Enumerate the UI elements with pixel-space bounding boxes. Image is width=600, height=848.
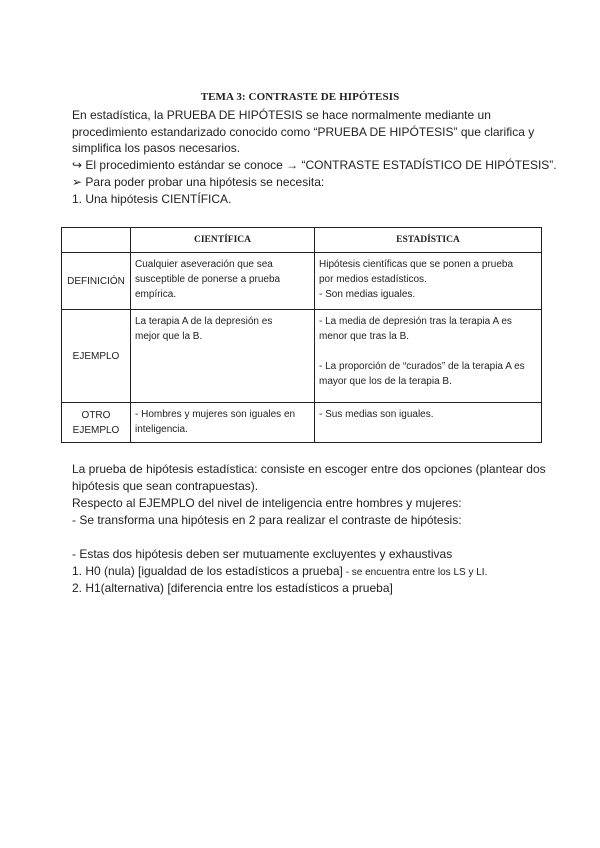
cell-line: mejor que la B. bbox=[135, 331, 203, 342]
cell-otro-estadistica bbox=[315, 403, 542, 443]
cell-definicion-cientifica bbox=[131, 253, 315, 310]
cell-otro-cientifica bbox=[131, 403, 315, 443]
row-label-otro-ejemplo: OTRO EJEMPLO bbox=[62, 403, 131, 443]
intro-line-5: ➢ Para poder probar una hipótesis se necesita: bbox=[72, 175, 325, 189]
cell-ejemplo-cientifica bbox=[131, 310, 315, 403]
cell-line: menor que tras la B. bbox=[319, 331, 410, 342]
cell-line: - Hombres y mujeres son iguales en bbox=[135, 409, 296, 420]
hypothesis-h1: 2. H1(alternativa) [diferencia entre los estadísticos a prueba] bbox=[72, 581, 393, 595]
paragraph-line-4: - Se transforma una hipótesis en 2 para realizar el contraste de hipótesis: bbox=[72, 513, 462, 527]
table-row-ejemplo bbox=[62, 310, 542, 403]
cell-line: - La media de depresión tras la terapia A es bbox=[319, 316, 512, 327]
table-header-empty bbox=[62, 228, 131, 253]
row-label-definicion: DEFINICIÓN bbox=[62, 253, 131, 310]
intro-line-1: En estadística, la PRUEBA DE HIPÓTESIS se hace normalmente mediante un bbox=[72, 108, 491, 122]
intro-line-2: procedimiento estandarizado conocido como “PRUEBA DE HIPÓTESIS” que clarifica y bbox=[72, 125, 535, 139]
intro-line-6: 1. Una hipótesis CIENTÍFICA. bbox=[72, 192, 232, 206]
document-title: TEMA 3: CONTRASTE DE HIPÓTESIS bbox=[200, 91, 400, 103]
intro-line-3: simplifica los pasos necesarios. bbox=[72, 141, 241, 155]
cell-line: empírica. bbox=[135, 289, 177, 300]
table-header-estadistica: ESTADÍSTICA bbox=[315, 228, 542, 253]
cell-line: inteligencia. bbox=[135, 424, 188, 435]
hypothesis-h0 bbox=[72, 563, 487, 581]
paragraph-line-1: La prueba de hipótesis estadística: consiste en escoger entre dos opciones (plantear dos bbox=[72, 462, 546, 476]
cell-line-blank bbox=[319, 344, 537, 359]
row-label-ejemplo: EJEMPLO bbox=[62, 310, 131, 403]
cell-line: - Son medias iguales. bbox=[319, 289, 416, 300]
cell-line: susceptible de ponerse a prueba bbox=[135, 274, 281, 285]
comparison-table bbox=[61, 227, 542, 443]
cell-line: mayor que los de la terapia B. bbox=[319, 376, 452, 387]
paragraph-line-2: hipótesis que sean contrapuestas). bbox=[72, 479, 259, 493]
hypothesis-h0-note: - se encuentra entre los LS y LI. bbox=[342, 567, 488, 578]
cell-line: por medios estadísticos. bbox=[319, 274, 427, 285]
cell-definicion-estadistica bbox=[315, 253, 542, 310]
cell-line: - Sus medias son iguales. bbox=[319, 409, 434, 420]
table-row-otro-ejemplo bbox=[62, 403, 542, 443]
cell-line: Hipótesis científicas que se ponen a prueba bbox=[319, 259, 514, 270]
cell-line: Cualquier aseveración que sea bbox=[135, 259, 273, 270]
cell-line: La terapia A de la depresión es bbox=[135, 316, 273, 327]
table-header-row bbox=[62, 228, 542, 253]
table-row-definicion bbox=[62, 253, 542, 310]
paragraph-line-5: - Estas dos hipótesis deben ser mutuamente excluyentes y exhaustivas bbox=[72, 547, 453, 561]
hypothesis-h0-text: 1. H0 (nula) [igualdad de los estadísticos a prueba] bbox=[72, 564, 343, 578]
intro-line-4: ↪ El procedimiento estándar se conoce → “CONTRASTE ESTADÍSTICO DE HIPÓTESIS”. bbox=[72, 158, 557, 172]
table-header-cientifica: CIENTÍFICA bbox=[131, 228, 315, 253]
paragraph-line-3: Respecto al EJEMPLO del nivel de inteligencia entre hombres y mujeres: bbox=[72, 496, 462, 510]
cell-ejemplo-estadistica bbox=[315, 310, 542, 403]
cell-line: - La proporción de “curados” de la terapia A es bbox=[319, 361, 525, 372]
